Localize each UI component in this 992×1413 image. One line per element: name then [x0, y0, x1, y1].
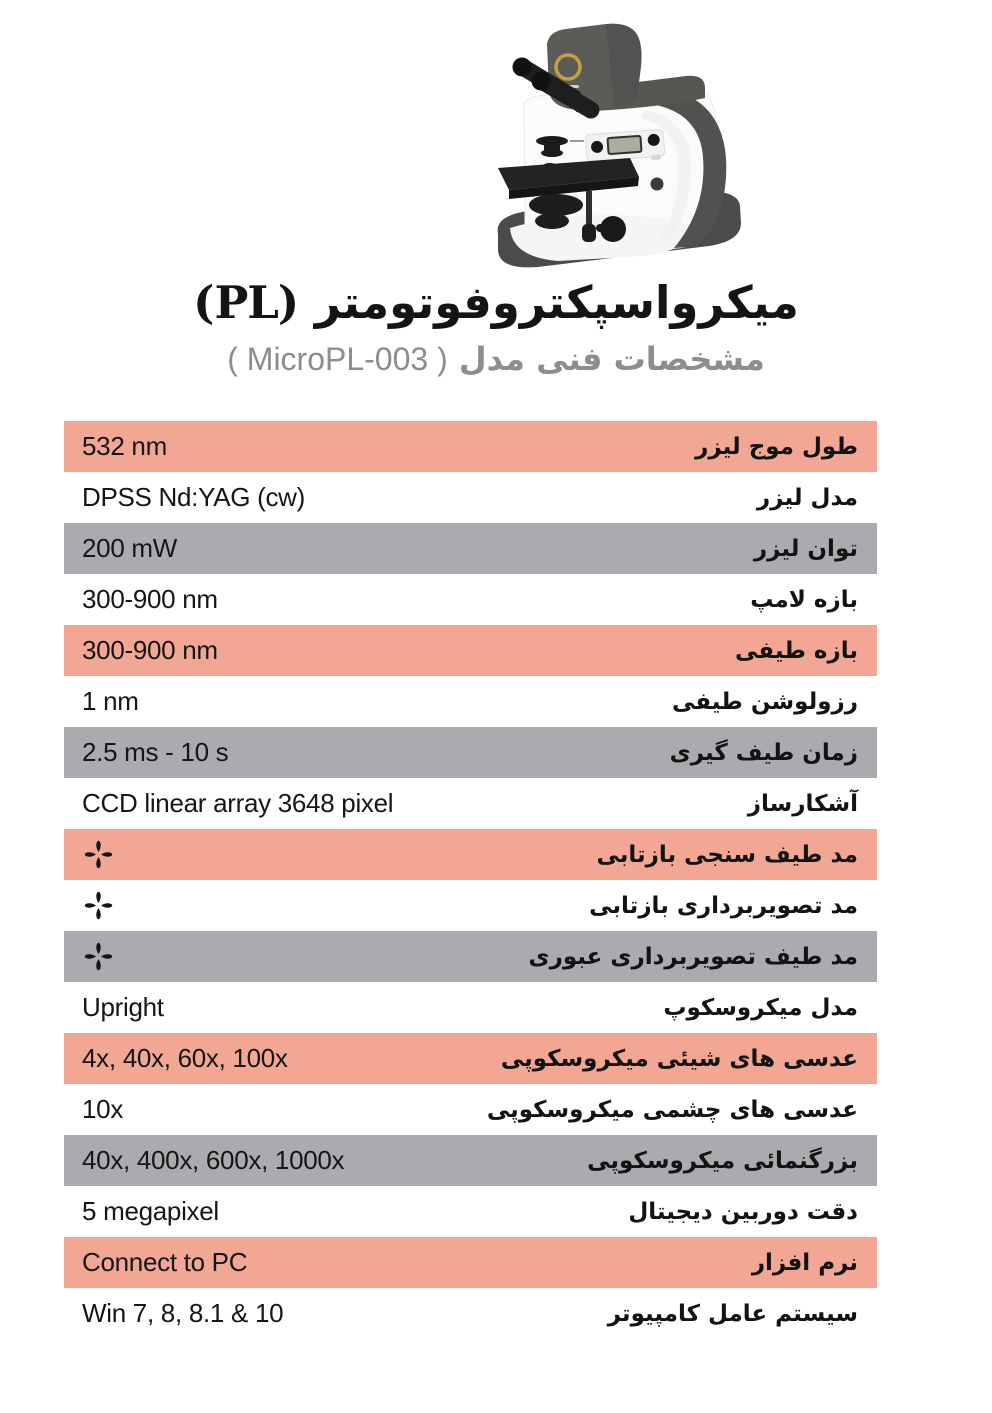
spec-value: 40x, 400x, 600x, 1000x	[82, 1145, 345, 1175]
spec-label: مدل لیزر	[756, 484, 858, 511]
spec-row	[64, 421, 877, 472]
product-figure	[460, 8, 768, 276]
spec-label: بازه لامپ	[750, 586, 858, 613]
spec-value: 300-900 nm	[82, 635, 218, 665]
spec-row	[64, 472, 877, 523]
page-title	[0, 276, 992, 329]
page-subtitle	[0, 340, 992, 378]
spec-value: Connect to PC	[82, 1247, 248, 1277]
feature-available-icon	[82, 838, 115, 871]
spec-label: آشکارساز	[747, 790, 858, 817]
spec-label: توان لیزر	[753, 535, 858, 562]
body-dot	[651, 178, 664, 191]
spec-row	[64, 1288, 877, 1339]
spec-row	[64, 880, 877, 931]
spec-row	[64, 1135, 877, 1186]
spec-row	[64, 1186, 877, 1237]
feature-available-icon	[82, 940, 115, 973]
spec-label: بزرگنمائی میکروسکوپی	[587, 1147, 858, 1174]
spec-value: 532 nm	[82, 431, 167, 461]
page-subtitle-persian: مشخصات فنی مدل	[458, 340, 765, 378]
rod-handle	[582, 224, 596, 242]
spec-label: مد طیف سنجی بازتابی	[596, 841, 858, 868]
feature-available-icon	[82, 889, 115, 922]
spec-label: زمان طیف گیری	[669, 739, 858, 766]
spec-value: 4x, 40x, 60x, 100x	[82, 1043, 288, 1073]
spec-value: 300-900 nm	[82, 584, 218, 614]
spec-label: مد طیف تصویربرداری عبوری	[528, 943, 858, 970]
spec-row	[64, 1033, 877, 1084]
spec-label: بازه طیفی	[735, 637, 858, 664]
spec-row	[64, 727, 877, 778]
spec-value: 5 megapixel	[82, 1196, 219, 1226]
lcd-screen	[607, 136, 641, 154]
spec-label: عدسی های شیئی میکروسکوپی	[500, 1045, 858, 1072]
spec-row	[64, 574, 877, 625]
spec-value	[64, 940, 115, 973]
spec-row	[64, 676, 877, 727]
spec-value: Win 7, 8, 8.1 & 10	[82, 1298, 284, 1328]
spec-row	[64, 829, 877, 880]
spec-label: عدسی های چشمی میکروسکوپی	[486, 1096, 858, 1123]
spec-label: دقت دوربین دیجیتال	[628, 1198, 858, 1225]
page-title-persian: میکرواسپکتروفوتومتر	[314, 276, 799, 329]
spec-row	[64, 778, 877, 829]
spec-row	[64, 982, 877, 1033]
page-title-latin: (PL)	[193, 276, 300, 329]
spec-value	[64, 889, 115, 922]
spec-row	[64, 523, 877, 574]
eyepiece-cap-left	[513, 58, 532, 77]
spec-value: DPSS Nd:YAG (cw)	[82, 482, 305, 512]
page-subtitle-model: ( MicroPL-003 )	[227, 341, 448, 377]
spec-value: 10x	[82, 1094, 124, 1124]
microscope-illustration	[460, 8, 768, 276]
spec-row	[64, 1237, 877, 1288]
spec-value: 1 nm	[82, 686, 139, 716]
spec-row	[64, 1084, 877, 1135]
spec-label: مد تصویربرداری بازتابی	[589, 892, 858, 919]
spec-label: سیستم عامل کامپیوتر	[607, 1300, 858, 1327]
spec-value: CCD linear array 3648 pixel	[82, 788, 394, 818]
spec-row	[64, 931, 877, 982]
spec-table	[64, 421, 877, 1339]
spec-label: طول موج لیزر	[695, 433, 858, 460]
spec-row	[64, 625, 877, 676]
spec-value: 2.5 ms - 10 s	[82, 737, 229, 767]
spec-value	[64, 838, 115, 871]
spec-label: رزولوشن طیفی	[671, 688, 858, 715]
spec-value: Upright	[82, 992, 164, 1022]
spec-label: نرم افزار	[751, 1249, 858, 1276]
spec-label: مدل میکروسکوپ	[663, 994, 858, 1021]
panel-tick-1	[570, 140, 584, 142]
eyepiece-cap-right	[532, 72, 551, 91]
spec-value: 200 mW	[82, 533, 178, 563]
